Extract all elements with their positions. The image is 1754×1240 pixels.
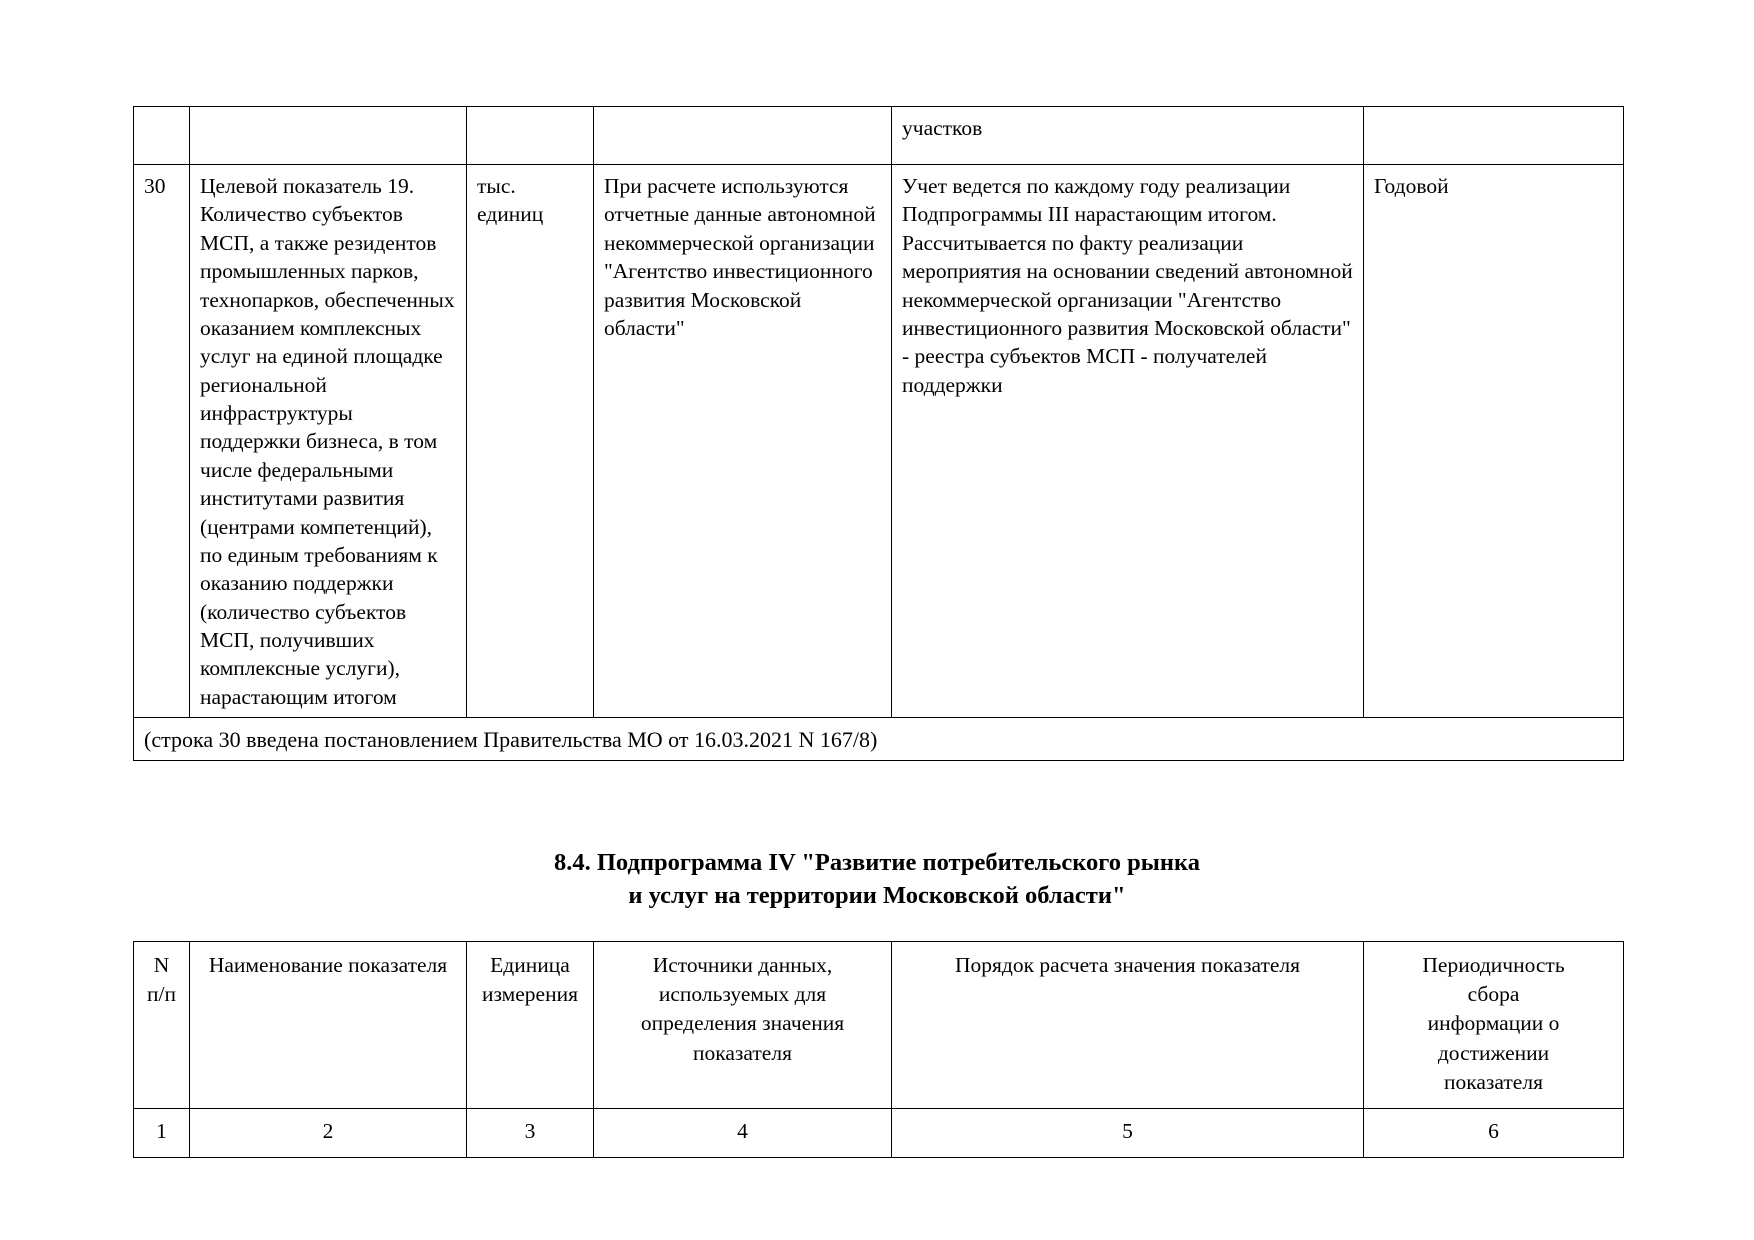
cell-row30-number: 30 [134, 165, 190, 718]
column-number-4: 4 [594, 1109, 892, 1158]
header-unit-line-1: Единица [490, 953, 570, 977]
cell-row30-frequency: Годовой [1364, 165, 1624, 718]
cell-row30-indicator-name: Целевой показатель 19. Количество субъектов МСП, а также резидентов промышленных парков, технопарков, обеспеченных оказанием комплексных услуг на единой площадке региональной инфраструктуры поддержки бизнеса, в том числе федеральными институтами развития (центрами компетенций), по единым требованиям к оказанию поддержки (количество субъектов МСП, получивших комплексные услуги), нарастающим итогом [190, 165, 467, 718]
header-cell-number [134, 942, 190, 1109]
cell-row30-data-sources: При расчете используются отчетные данные автономной некоммерческой организации "Агентство инвестиционного развития Московской области" [594, 165, 892, 718]
cell-continued-calculation: участков [892, 107, 1364, 165]
column-number-6: 6 [1364, 1109, 1624, 1158]
header-cell-indicator-name: Наименование показателя [190, 942, 467, 1109]
cell-continued-unit [467, 107, 594, 165]
header-cell-unit [467, 942, 594, 1109]
column-number-3: 3 [467, 1109, 594, 1158]
header-cell-data-sources [594, 942, 892, 1109]
table-column-numbering-row [134, 1109, 1624, 1158]
indicators-table-continued [133, 106, 1624, 761]
header-sources-line-4: показателя [693, 1040, 792, 1065]
header-unit-line-2: измерения [481, 982, 579, 1007]
header-frequency-line-4: достижении [1437, 1040, 1550, 1065]
header-sources-line-2: используемых для [658, 982, 827, 1007]
header-frequency-line-1: Периодичность [1422, 953, 1565, 977]
column-number-2: 2 [190, 1109, 467, 1158]
header-sources-line-3: определения значения [640, 1011, 845, 1036]
column-number-1: 1 [134, 1109, 190, 1158]
header-number-line-2: п/п [147, 982, 176, 1007]
cell-continued-sources [594, 107, 892, 165]
header-frequency-line-5: показателя [1444, 1069, 1543, 1094]
cell-continued-number [134, 107, 190, 165]
header-cell-calculation-procedure: Порядок расчета значения показателя [892, 942, 1364, 1109]
cell-row30-calculation-procedure: Учет ведется по каждому году реализации Подпрограммы III нарастающим итогом. Рассчитывается по факту реализации мероприятия на основании сведений автономной некоммерческой организации "Агентство инвестиционного развития Московской области" - реестра субъектов МСП - получателей поддержки [892, 165, 1364, 718]
table-row-footnote [134, 718, 1624, 761]
table-row-continued [134, 107, 1624, 165]
footnote-amendment-note: (строка 30 введена постановлением Правительства МО от 16.03.2021 N 167/8) [134, 718, 1624, 761]
header-sources-line-1: Источники данных, [652, 953, 833, 977]
header-frequency-line-3: информации о [1427, 1011, 1560, 1036]
cell-continued-indicator [190, 107, 467, 165]
header-frequency-line-2: сбора [1467, 982, 1520, 1007]
table-row-30 [134, 165, 1624, 718]
cell-row30-unit: тыс. единиц [467, 165, 594, 718]
section-heading [0, 846, 1754, 912]
section-heading-line-2: и услуг на территории Московской области" [628, 882, 1126, 910]
column-number-5: 5 [892, 1109, 1364, 1158]
cell-continued-frequency [1364, 107, 1624, 165]
table-header-row [134, 942, 1624, 1109]
header-cell-frequency [1364, 942, 1624, 1109]
section-heading-line-1: 8.4. Подпрограмма IV "Развитие потребительского рынка [553, 849, 1201, 876]
header-number-line-1: N [153, 953, 170, 977]
indicators-table-subprogram-iv [133, 941, 1624, 1158]
